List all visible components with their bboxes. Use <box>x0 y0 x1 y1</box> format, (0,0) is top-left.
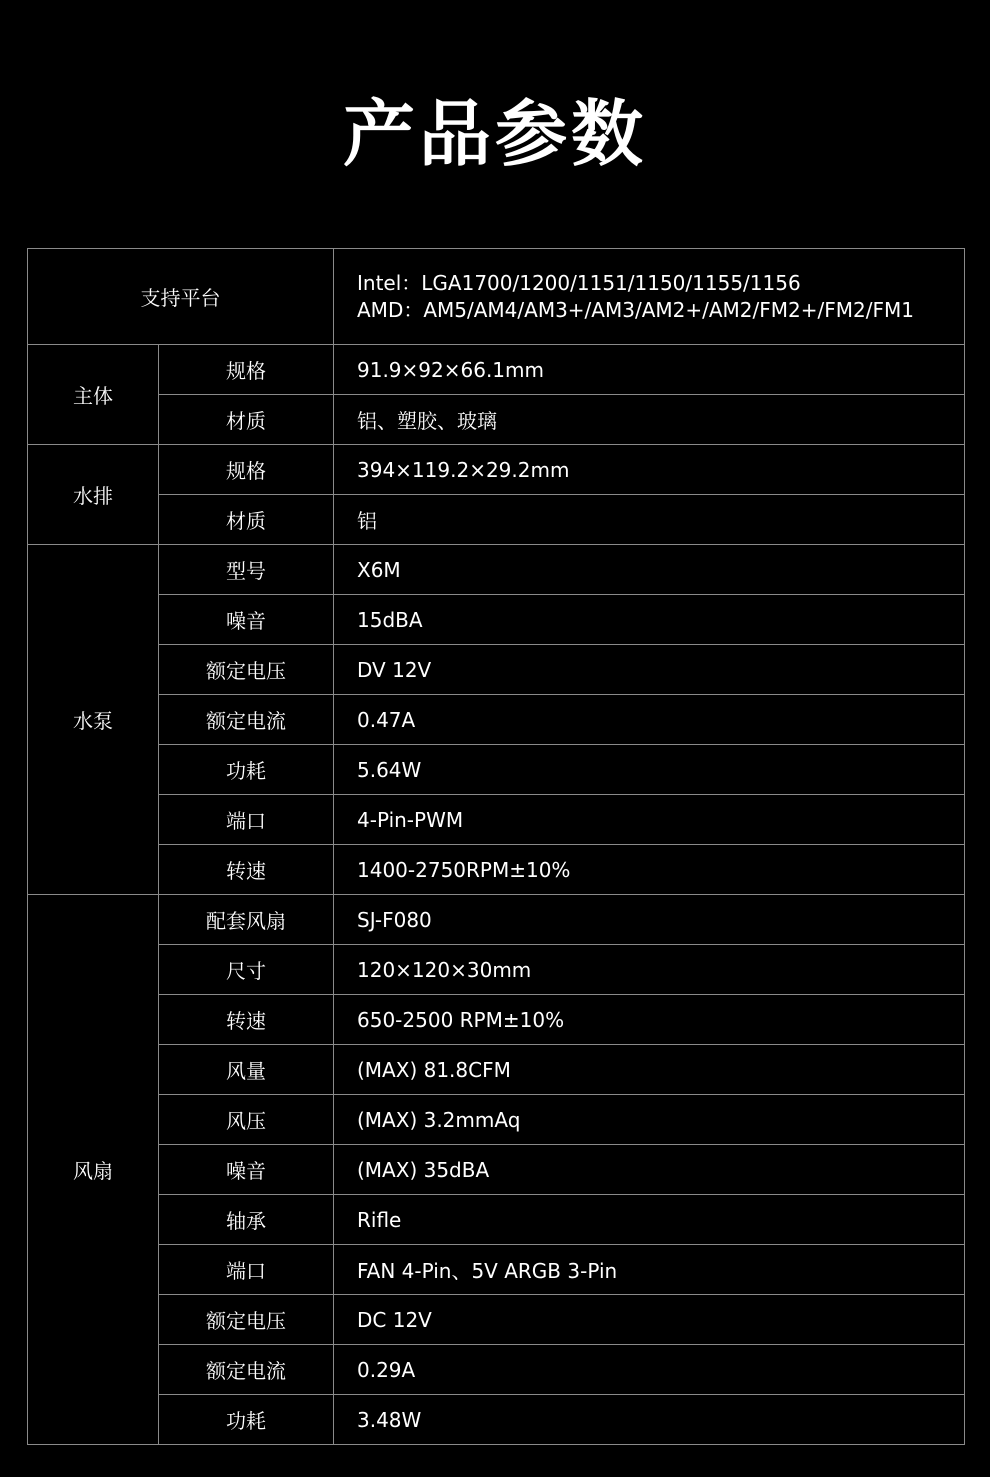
group-label-pump: 水泵 <box>28 545 159 895</box>
page-title: 产品参数 <box>342 92 647 176</box>
table-row <box>28 995 965 1045</box>
platform-intel: Intel：LGA1700/1200/1151/1150/1155/1156 <box>357 270 801 295</box>
table-row <box>28 1145 965 1195</box>
platform-value <box>334 249 965 345</box>
spec-value: 120×120×30mm <box>334 945 965 995</box>
spec-label: 规格 <box>159 345 334 395</box>
spec-value: 650-2500 RPM±10% <box>334 995 965 1045</box>
spec-value: X6M <box>334 545 965 595</box>
spec-value: DC 12V <box>334 1295 965 1345</box>
spec-label: 端口 <box>159 795 334 845</box>
spec-label: 噪音 <box>159 1145 334 1195</box>
table-row <box>28 1195 965 1245</box>
spec-value: SJ-F080 <box>334 895 965 945</box>
table-row <box>28 1045 965 1095</box>
spec-label: 端口 <box>159 1245 334 1295</box>
table-row <box>28 695 965 745</box>
table-row <box>28 1345 965 1395</box>
spec-label: 尺寸 <box>159 945 334 995</box>
table-row <box>28 345 965 395</box>
spec-value: 3.48W <box>334 1395 965 1445</box>
table-row <box>28 545 965 595</box>
spec-label: 型号 <box>159 545 334 595</box>
table-row <box>28 845 965 895</box>
table-row <box>28 1095 965 1145</box>
spec-value: 0.29A <box>334 1345 965 1395</box>
table-row <box>28 495 965 545</box>
spec-label: 功耗 <box>159 745 334 795</box>
table-row <box>28 395 965 445</box>
spec-label: 规格 <box>159 445 334 495</box>
spec-value: (MAX) 3.2mmAq <box>334 1095 965 1145</box>
spec-label: 材质 <box>159 495 334 545</box>
platform-label: 支持平台 <box>28 249 334 345</box>
spec-label: 噪音 <box>159 595 334 645</box>
spec-value: DV 12V <box>334 645 965 695</box>
table-row <box>28 745 965 795</box>
spec-label: 轴承 <box>159 1195 334 1245</box>
spec-label: 转速 <box>159 995 334 1045</box>
spec-value: (MAX) 35dBA <box>334 1145 965 1195</box>
group-label-radiator: 水排 <box>28 445 159 545</box>
table-row <box>28 1395 965 1445</box>
group-label-fan: 风扇 <box>28 895 159 1445</box>
spec-table <box>27 248 965 1445</box>
spec-value: 铝 <box>334 495 965 545</box>
spec-label: 额定电流 <box>159 1345 334 1395</box>
spec-value: 91.9×92×66.1mm <box>334 345 965 395</box>
spec-value: (MAX) 81.8CFM <box>334 1045 965 1095</box>
table-row <box>28 595 965 645</box>
table-row <box>28 645 965 695</box>
spec-value: Rifle <box>334 1195 965 1245</box>
spec-label: 风压 <box>159 1095 334 1145</box>
spec-label: 功耗 <box>159 1395 334 1445</box>
platform-amd: AMD：AM5/AM4/AM3+/AM3/AM2+/AM2/FM2+/FM2/FM1 <box>357 297 914 322</box>
spec-value: 0.47A <box>334 695 965 745</box>
spec-value: 15dBA <box>334 595 965 645</box>
table-row <box>28 895 965 945</box>
spec-label: 额定电压 <box>159 1295 334 1345</box>
spec-label: 材质 <box>159 395 334 445</box>
table-row <box>28 945 965 995</box>
table-row <box>28 1245 965 1295</box>
spec-label: 额定电压 <box>159 645 334 695</box>
table-row <box>28 1295 965 1345</box>
table-row-platform <box>28 249 965 345</box>
spec-label: 风量 <box>159 1045 334 1095</box>
spec-value: FAN 4-Pin、5V ARGB 3-Pin <box>334 1245 965 1295</box>
spec-value: 铝、塑胶、玻璃 <box>334 395 965 445</box>
spec-value: 1400-2750RPM±10% <box>334 845 965 895</box>
spec-label: 额定电流 <box>159 695 334 745</box>
spec-label: 配套风扇 <box>159 895 334 945</box>
table-row <box>28 795 965 845</box>
spec-value: 5.64W <box>334 745 965 795</box>
spec-value: 4-Pin-PWM <box>334 795 965 845</box>
table-row <box>28 445 965 495</box>
spec-label: 转速 <box>159 845 334 895</box>
spec-value: 394×119.2×29.2mm <box>334 445 965 495</box>
group-label-body: 主体 <box>28 345 159 445</box>
